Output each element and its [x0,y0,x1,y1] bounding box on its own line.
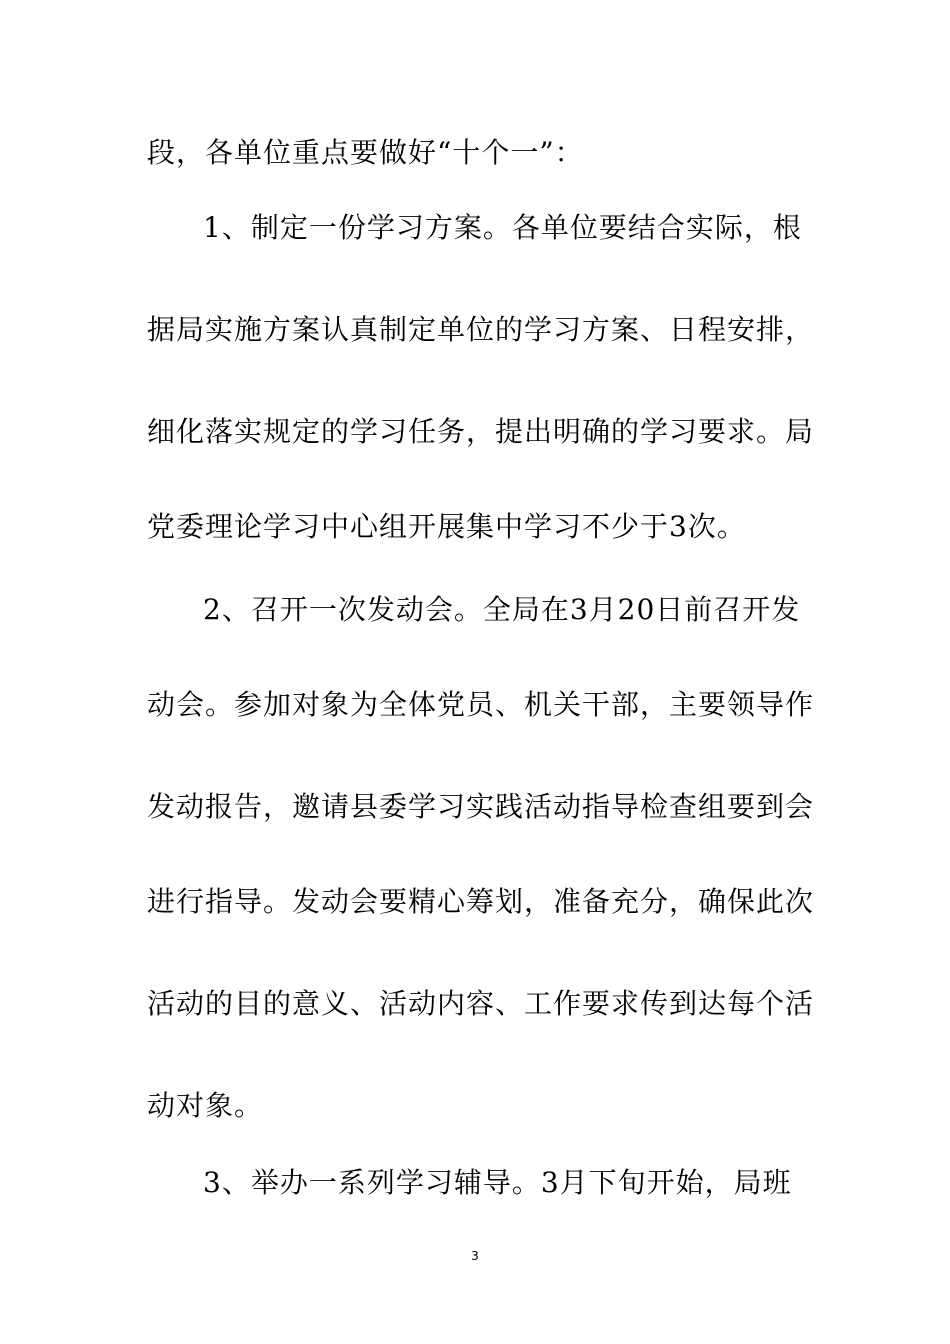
text-line-12: 3、举办一系列学习辅导。3月下旬开始，局班 [203,1166,792,1199]
text-line-1: 段，各单位重点要做好“十个一”： [147,136,584,169]
text-line-11: 动对象。 [147,1089,264,1122]
text-line-4: 细化落实规定的学习任务，提出明确的学习要求。局 [147,415,815,448]
text-line-7: 动会。参加对象为全体党员、机关干部，主要领导作 [147,688,815,721]
text-line-10: 活动的目的意义、活动内容、工作要求传到达每个活 [147,987,815,1020]
text-line-3: 据局实施方案认真制定单位的学习方案、日程安排， [147,313,815,346]
text-line-8: 发动报告，邀请县委学习实践活动指导检查组要到会 [147,790,815,823]
text-line-5: 党委理论学习中心组开展集中学习不少于3次。 [147,510,746,543]
text-line-2: 1、制定一份学习方案。各单位要结合实际，根 [203,211,802,244]
text-line-6: 2、召开一次发动会。全局在3月20日前召开发 [203,593,801,626]
text-line-9: 进行指导。发动会要精心筹划，准备充分，确保此次 [147,885,815,918]
page-number: 3 [471,1249,479,1263]
